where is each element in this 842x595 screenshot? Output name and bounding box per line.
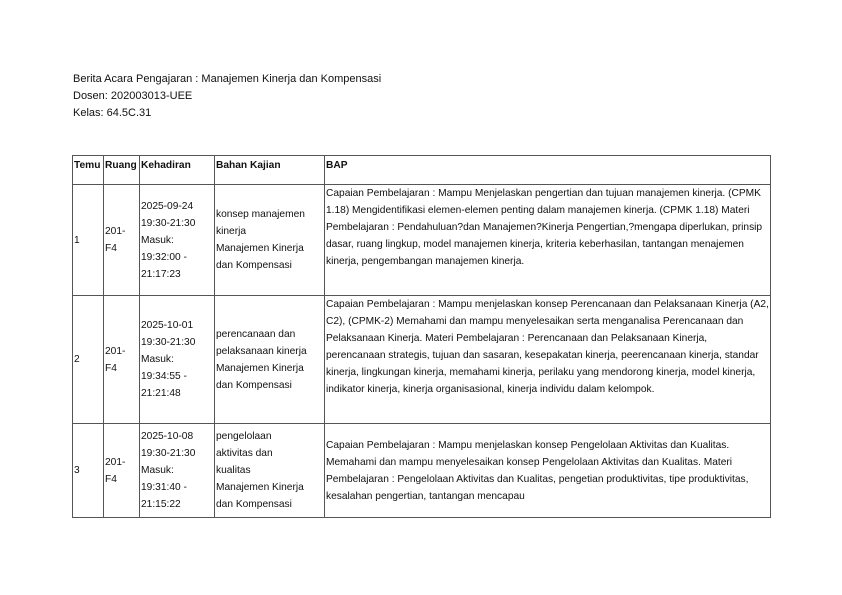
cell-ruang: 201- F4 bbox=[104, 185, 140, 296]
class-line: Kelas: 64.5C.31 bbox=[73, 107, 152, 119]
col-header-ruang: Ruang bbox=[104, 156, 140, 185]
cell-temu: 1 bbox=[73, 185, 104, 296]
cell-bahan-kajian: perencanaan dan pelaksanaan kinerja Manajemen Kinerja dan Kompensasi bbox=[215, 296, 325, 424]
cell-kehadiran: 2025-09-24 19:30-21:30 Masuk: 19:32:00 - 21:17:23 bbox=[140, 185, 215, 296]
cell-bap: Capaian Pembelajaran : Mampu menjelaskan konsep Pengelolaan Aktivitas dan Kualitas. Memahami dan mampu menyelesaikan konsep Pengelolaan Aktivitas dan Kualitas. Materi Pembelajaran : Pengelolaan Aktivitas dan Kualitas, pengetian produktivitas, tipe produktivitas, kesalahan pengertian, tantangan mencapau bbox=[325, 424, 771, 518]
col-header-kehadiran: Kehadiran bbox=[140, 156, 215, 185]
cell-temu: 2 bbox=[73, 296, 104, 424]
cell-bap: Capaian Pembelajaran : Mampu Menjelaskan pengertian dan tujuan manajemen kinerja. (CPMK 1.18) Mengidentifikasi elemen-elemen penting dalam manajemen kinerja. (CPMK 1.18) Materi Pembelajaran : Pendahuluan?dan Manajemen?Kinerja Pengertian,?mengapa diperlukan, prinsip dasar, ruang lingkup, model manajemen kinerja, kriteria keberhasilan, tantangan menajemen kinerja, pengembangan manajemen kinerja. bbox=[325, 185, 771, 296]
document-title: Berita Acara Pengajaran : Manajemen Kinerja dan Kompensasi bbox=[73, 73, 382, 85]
document-header bbox=[73, 71, 381, 122]
cell-bahan-kajian: pengelolaan aktivitas dan kualitas Manajemen Kinerja dan Kompensasi bbox=[215, 424, 325, 518]
bap-table bbox=[72, 155, 771, 518]
col-header-temu: Temu bbox=[73, 156, 104, 185]
lecturer-line: Dosen: 202003013-UEE bbox=[73, 90, 193, 102]
cell-temu: 3 bbox=[73, 424, 104, 518]
col-header-bahan-kajian: Bahan Kajian bbox=[215, 156, 325, 185]
table-header-row bbox=[73, 156, 771, 185]
cell-bap: Capaian Pembelajaran : Mampu menjelaskan konsep Perencanaan dan Pelaksanaan Kinerja (A2, C2), (CPMK-2) Memahami dan mampu menyelesaikan serta menganalisa Perencanaan dan Pelaksanaan Kinerja. Materi Pembelajaran : Perencanaan dan Pelaksanaan Kinerja, perencanaan strategis, tujuan dan sasaran, kesepakatan kinerja, peerencanaan kinerja, standar kinerja, lingkungan kinerja, memahami kinerja, perilaku yang mendorong kinerja, model kinerja, indikator kinerja, kinerja organisasional, kinerja individu dalam kelompok. bbox=[325, 296, 771, 424]
table-row bbox=[73, 185, 771, 296]
table-row bbox=[73, 424, 771, 518]
cell-bahan-kajian: konsep manajemen kinerja Manajemen Kinerja dan Kompensasi bbox=[215, 185, 325, 296]
cell-ruang: 201- F4 bbox=[104, 424, 140, 518]
cell-ruang: 201- F4 bbox=[104, 296, 140, 424]
col-header-bap: BAP bbox=[325, 156, 771, 185]
cell-kehadiran: 2025-10-01 19:30-21:30 Masuk: 19:34:55 - 21:21:48 bbox=[140, 296, 215, 424]
table-row bbox=[73, 296, 771, 424]
cell-kehadiran: 2025-10-08 19:30-21:30 Masuk: 19:31:40 - 21:15:22 bbox=[140, 424, 215, 518]
